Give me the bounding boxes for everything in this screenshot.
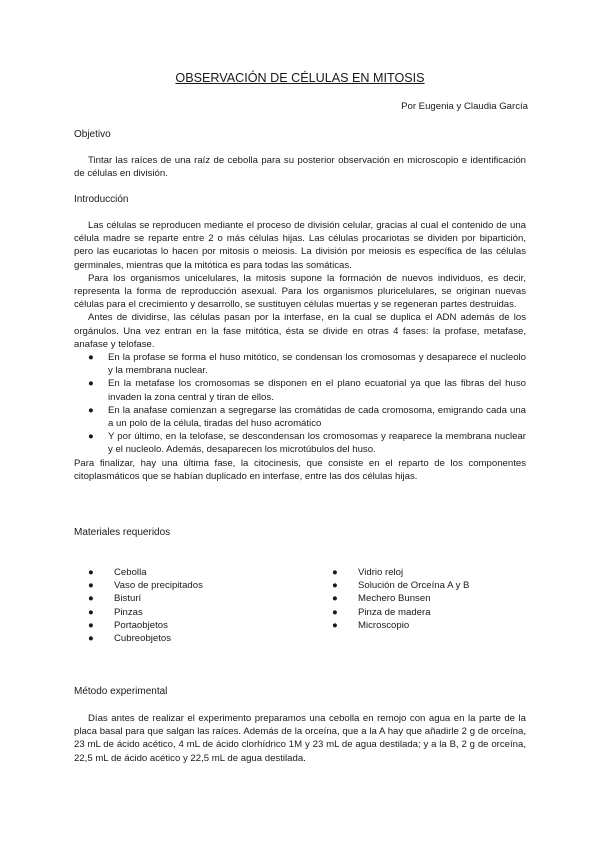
list-item: ● Bisturí (88, 593, 142, 605)
list-item: ● Vaso de precipitados (88, 580, 203, 592)
author-line: Por Eugenia y Claudia García (401, 101, 528, 112)
bullet-icon: ● (332, 593, 338, 605)
objetivo-text: Tintar las raíces de una raíz de cebolla para su posterior observación en microscopio e identificación de células en división. (74, 155, 526, 180)
list-item: ● Pinza de madera (332, 606, 431, 618)
list-item: ● Cubreobjetos (88, 633, 172, 645)
intro-paragraph-1: Las células se reproducen mediante el proceso de división celular, gracias al cual el contenido de una célula madre se reparte entre 2 o más células hijas. Las células procariotas se dividen por bipartición, pero las eucariotas lo hacen por mitosis o meiosis. La división por meiosis es específica de las células germinales, mientras que la mitótica es para todas las somáticas. (74, 220, 526, 271)
list-item: ● Mechero Bunsen (332, 593, 431, 605)
objetivo-body (74, 154, 526, 180)
bullet-icon: ● (88, 404, 94, 416)
bullet-icon: ● (88, 619, 94, 631)
materials-list-right (332, 566, 552, 632)
list-item: ● Portaobjetos (88, 619, 168, 631)
heading-objetivo: Objetivo (74, 129, 111, 140)
bullet-icon: ● (88, 580, 94, 592)
list-item: ● Pinzas (88, 606, 143, 618)
bullet-icon: ● (88, 606, 94, 618)
bullet-icon: ● (88, 431, 94, 443)
metodo-text: Días antes de realizar el experimento preparamos una cebolla en remojo con agua en la parte de la placa basal para que salgan las raíces. Además de la orceína, que a la A hay que añadirle 2 g de orceína, 23 mL de ácido acético, 4 mL de ácido clorhídrico 1M y 23 mL de agua destilada; y a la B, 2 g de orceína, 22,5 mL de ácido acético y 22,5 mL de agua destilada. (74, 713, 526, 764)
bullet-icon: ● (332, 580, 338, 592)
intro-paragraph-3: Antes de dividirse, las células pasan por la interfase, en la cual se duplica el ADN además de los orgánulos. Una vez entran en la fase mitótica, ésta se divide en otras 4 fases: la profase, metafase, anafase y telofase. (74, 312, 526, 350)
bullet-icon: ● (88, 593, 94, 605)
bullet-icon: ● (332, 567, 338, 578)
introduccion-body (74, 219, 526, 483)
list-item: ● Solución de Orceína A y B (332, 580, 470, 592)
bullet-icon: ● (88, 378, 94, 390)
list-item: ● En la profase se forma el huso mitótico, se condensan los cromosomas y desaparece el nucleolo y la membrana nuclear. (88, 352, 526, 377)
intro-paragraph-4: Para finalizar, hay una última fase, la citocinesis, que consiste en el reparto de los componentes citoplasmáticos que se habían duplicado en interfase, entre las dos células hijas. (74, 457, 526, 482)
bullet-icon: ● (88, 633, 94, 645)
bullet-icon: ● (88, 352, 94, 364)
metodo-body (74, 712, 526, 765)
list-item: ● Y por último, en la telofase, se descondensan los cromosomas y reaparece la membrana nuclear y el nucleolo. Además, desaparecen los microtúbulos del huso. (88, 431, 526, 456)
mitosis-phases-list (74, 351, 526, 457)
intro-paragraph-2: Para los organismos unicelulares, la mitosis supone la formación de nuevos individuos, es decir, representa la forma de reproducción asexual. Para los organismos pluricelulares, se originan nuevas células para el crecimiento y desarrollo, se sustituyen células muertas y se regeneran partes destruidas. (74, 272, 526, 311)
heading-materiales: Materiales requeridos (74, 527, 171, 538)
list-item: ● Cebolla (88, 567, 147, 578)
list-item: ● En la metafase los cromosomas se disponen en el plano ecuatorial ya que las fibras del huso invaden la zona central y tiran de ellos. (88, 378, 526, 403)
heading-metodo: Método experimental (74, 686, 168, 697)
heading-introduccion: Introducción (74, 194, 129, 205)
bullet-icon: ● (88, 567, 94, 578)
list-item: ● Microscopio (332, 619, 410, 631)
list-item: ● En la anafase comienzan a segregarse las cromátidas de cada cromosoma, emigrando cada una a un polo de la célula, tiradas del huso acromático (88, 404, 526, 430)
page-title: OBSERVACIÓN DE CÉLULAS EN MITOSIS (175, 71, 425, 85)
bullet-icon: ● (332, 606, 338, 618)
materials-list-left (88, 566, 308, 645)
bullet-icon: ● (332, 619, 338, 631)
list-item: ● Vidrio reloj (332, 567, 404, 578)
